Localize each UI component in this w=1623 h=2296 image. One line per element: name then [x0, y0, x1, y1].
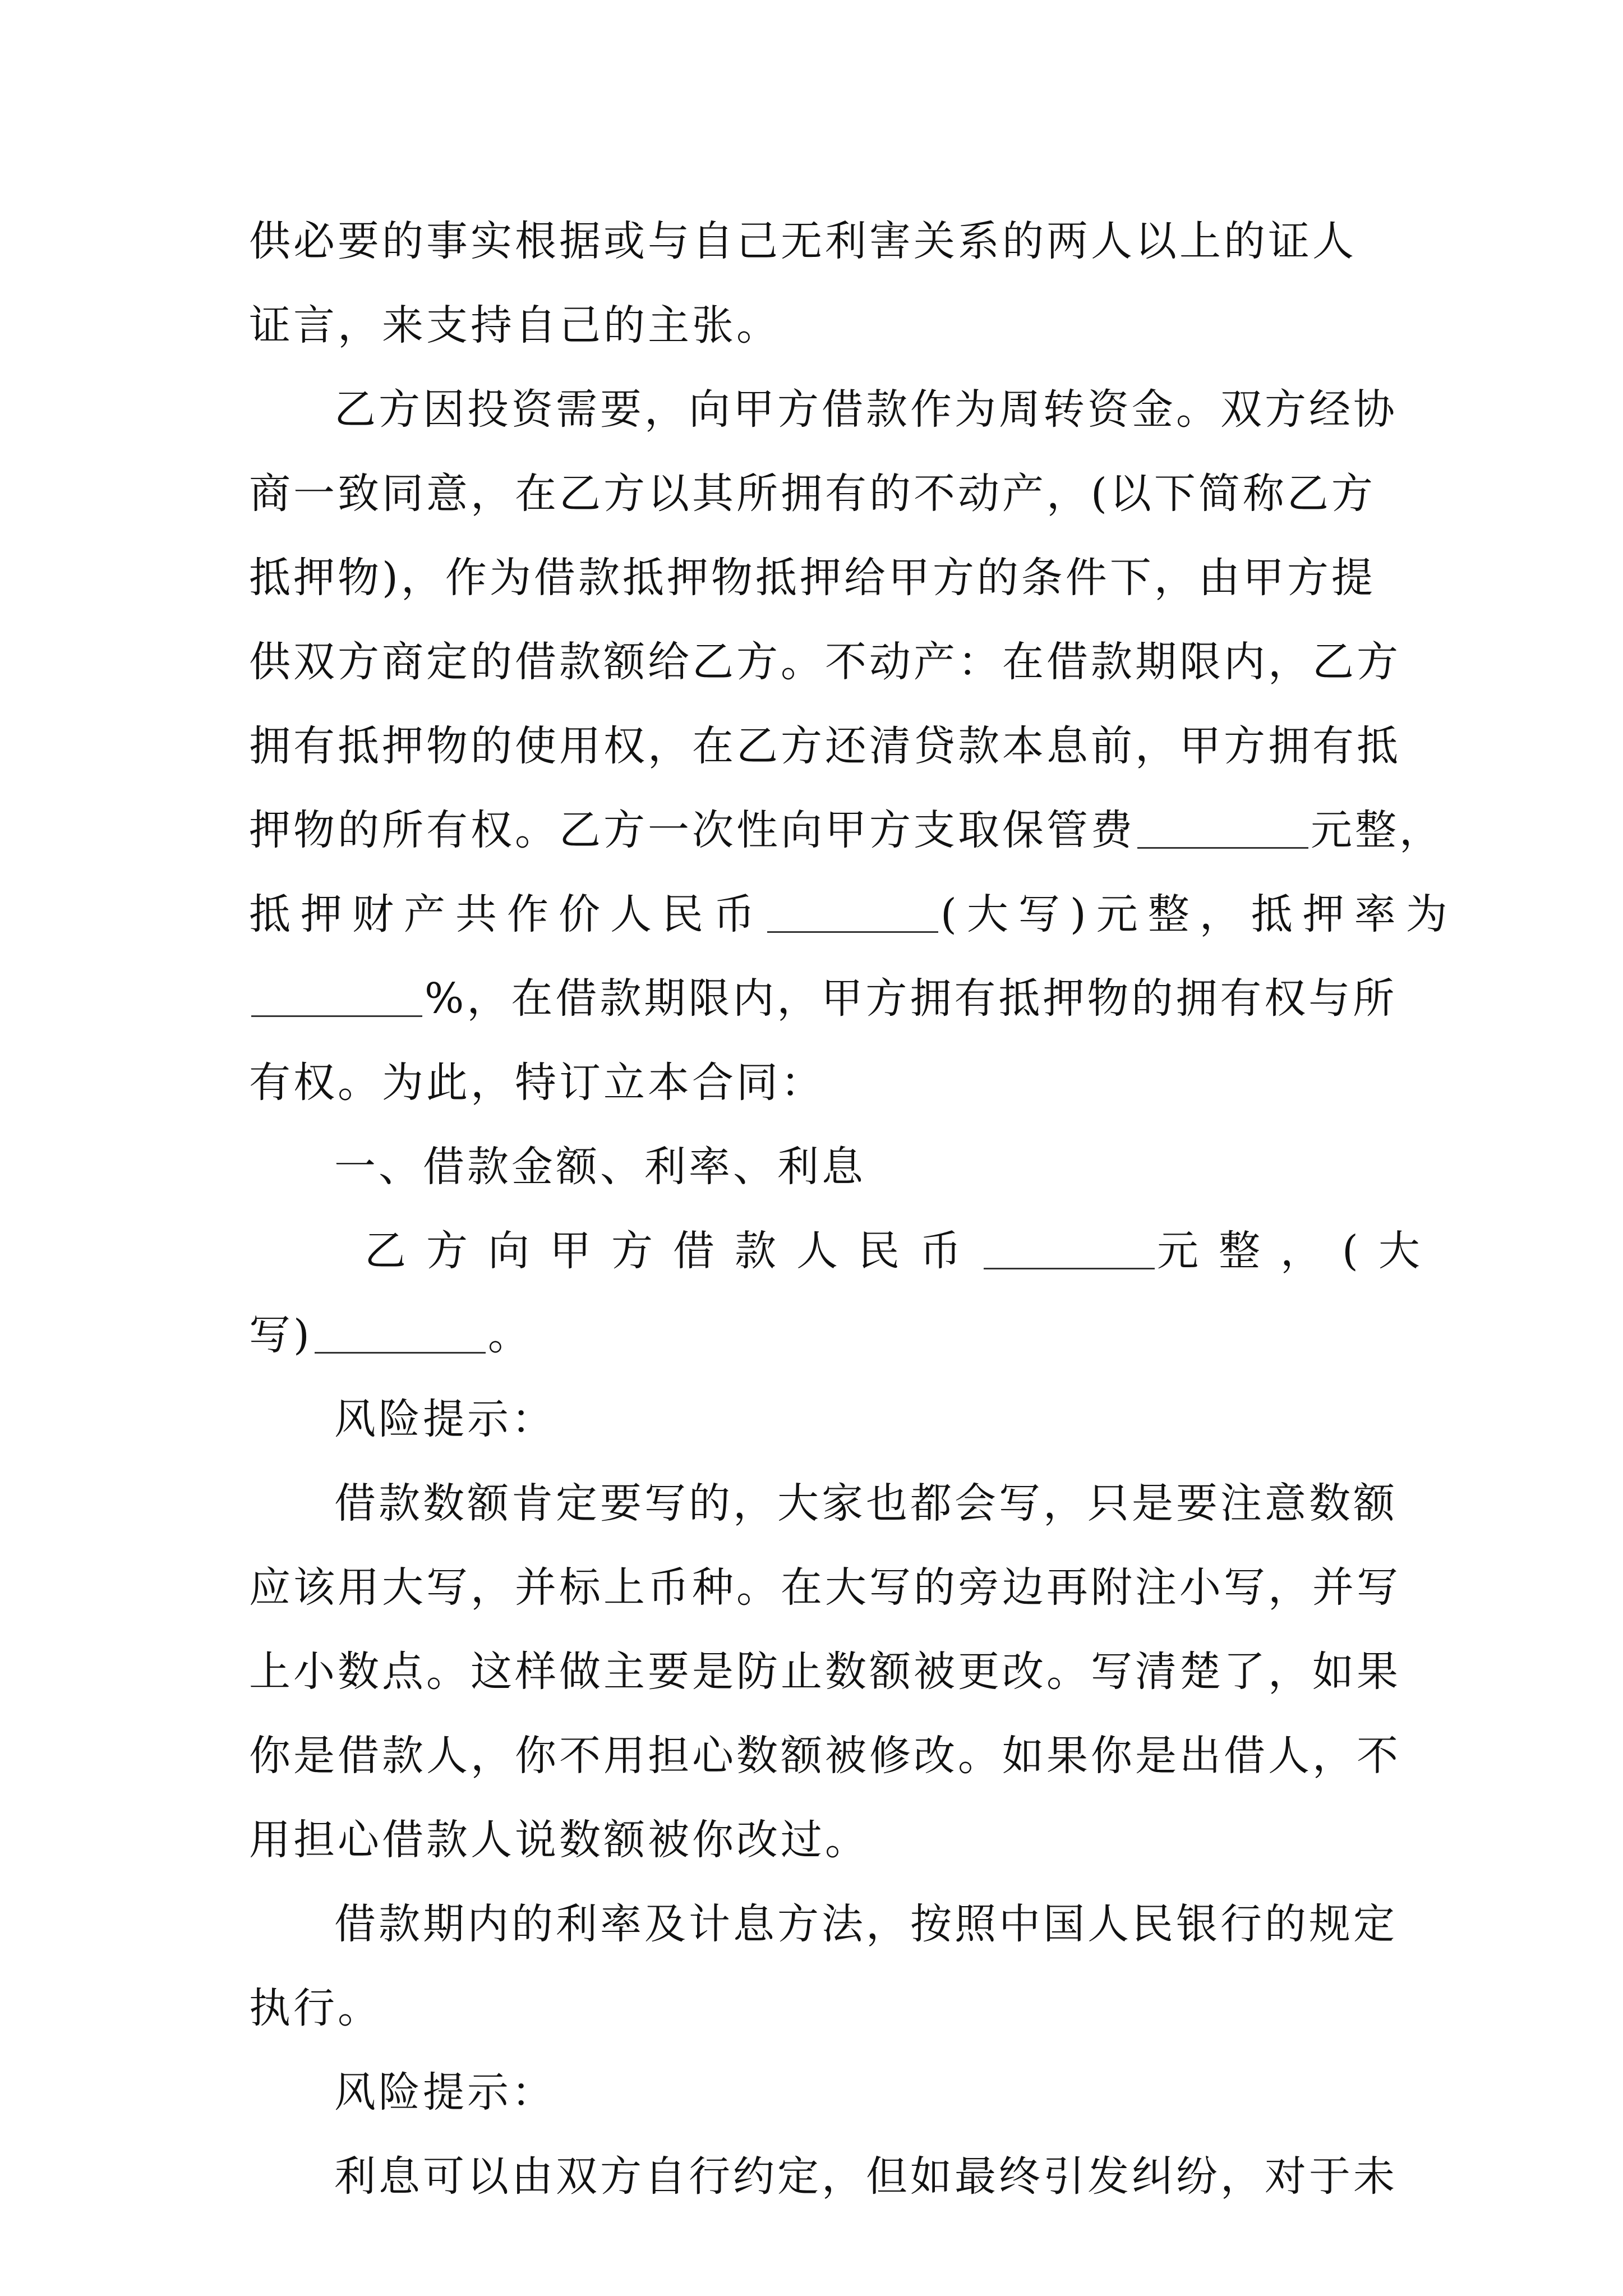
paragraph-line: 应该用大写，并标上币种。在大写的旁边再附注小写，并写 [249, 1563, 1401, 1612]
document-body [249, 199, 1458, 2219]
paragraph-text: 元整，(大 [1157, 1227, 1440, 1275]
paragraph-text: (大写)元整，抵押率为 [940, 890, 1458, 938]
paragraph-line: 拥有抵押物的使用权，在乙方还清贷款本息前，甲方拥有抵 [249, 722, 1401, 770]
paragraph-line-with-blank [249, 788, 1444, 872]
fill-in-blank [315, 1351, 486, 1354]
paragraph-line-with-blank [249, 956, 1398, 1041]
paragraph-line: 有权。为此，特订立本合同： [249, 1059, 825, 1107]
fill-in-blank [1137, 846, 1308, 849]
paragraph-line: 抵押物)，作为借款抵押物抵押给甲方的条件下，由甲方提 [249, 554, 1376, 602]
fill-in-blank [984, 1267, 1155, 1269]
paragraph-line: 供双方商定的借款额给乙方。不动产：在借款期限内，乙方 [249, 638, 1401, 686]
paragraph-line-with-blank [249, 1209, 1440, 1293]
paragraph-line: 借款期内的利率及计息方法，按照中国人民银行的规定 [334, 1900, 1398, 1948]
paragraph-text: 写) [249, 1311, 312, 1359]
paragraph-text: 抵押财产共作价人民币 [249, 890, 765, 938]
paragraph-line: 乙方因投资需要，向甲方借款作为周转资金。双方经协 [334, 385, 1398, 434]
paragraph-line-with-blank [249, 872, 1458, 956]
paragraph-line: 利息可以由双方自行约定，但如最终引发纠纷，对于未 [334, 2152, 1398, 2201]
paragraph-text: 元整， [1311, 806, 1444, 854]
risk-notice-title: 风险提示： [334, 2068, 556, 2116]
fill-in-blank [251, 1014, 422, 1017]
paragraph-line: 上小数点。这样做主要是防止数额被更改。写清楚了，如果 [249, 1648, 1401, 1696]
paragraph-line: 商一致同意，在乙方以其所拥有的不动产，(以下简称乙方 [249, 470, 1376, 518]
paragraph-text: 乙方向甲方借款人民币 [365, 1227, 981, 1275]
paragraph-text: 。 [487, 1311, 532, 1359]
paragraph-line: 用担心借款人说数额被你改过。 [249, 1816, 869, 1864]
paragraph-line: 你是借款人，你不用担心数额被修改。如果你是出借人，不 [249, 1732, 1401, 1780]
fill-in-blank [767, 930, 938, 933]
paragraph-line: 证言，来支持自己的主张。 [249, 301, 781, 349]
risk-notice-title: 风险提示： [334, 1395, 556, 1443]
paragraph-text: 押物的所有权。乙方一次性向甲方支取保管费 [249, 806, 1135, 854]
paragraph-line: 借款数额肯定要写的，大家也都会写，只是要注意数额 [334, 1479, 1398, 1527]
section-heading: 一、借款金额、利率、利息 [334, 1143, 866, 1191]
paragraph-line: 执行。 [249, 1984, 382, 2032]
paragraph-line: 供必要的事实根据或与自己无利害关系的两人以上的证人 [249, 217, 1357, 265]
paragraph-text: %，在借款期限内，甲方拥有抵押物的拥有权与所 [425, 974, 1398, 1023]
paragraph-line-with-blank [249, 1293, 1373, 1377]
